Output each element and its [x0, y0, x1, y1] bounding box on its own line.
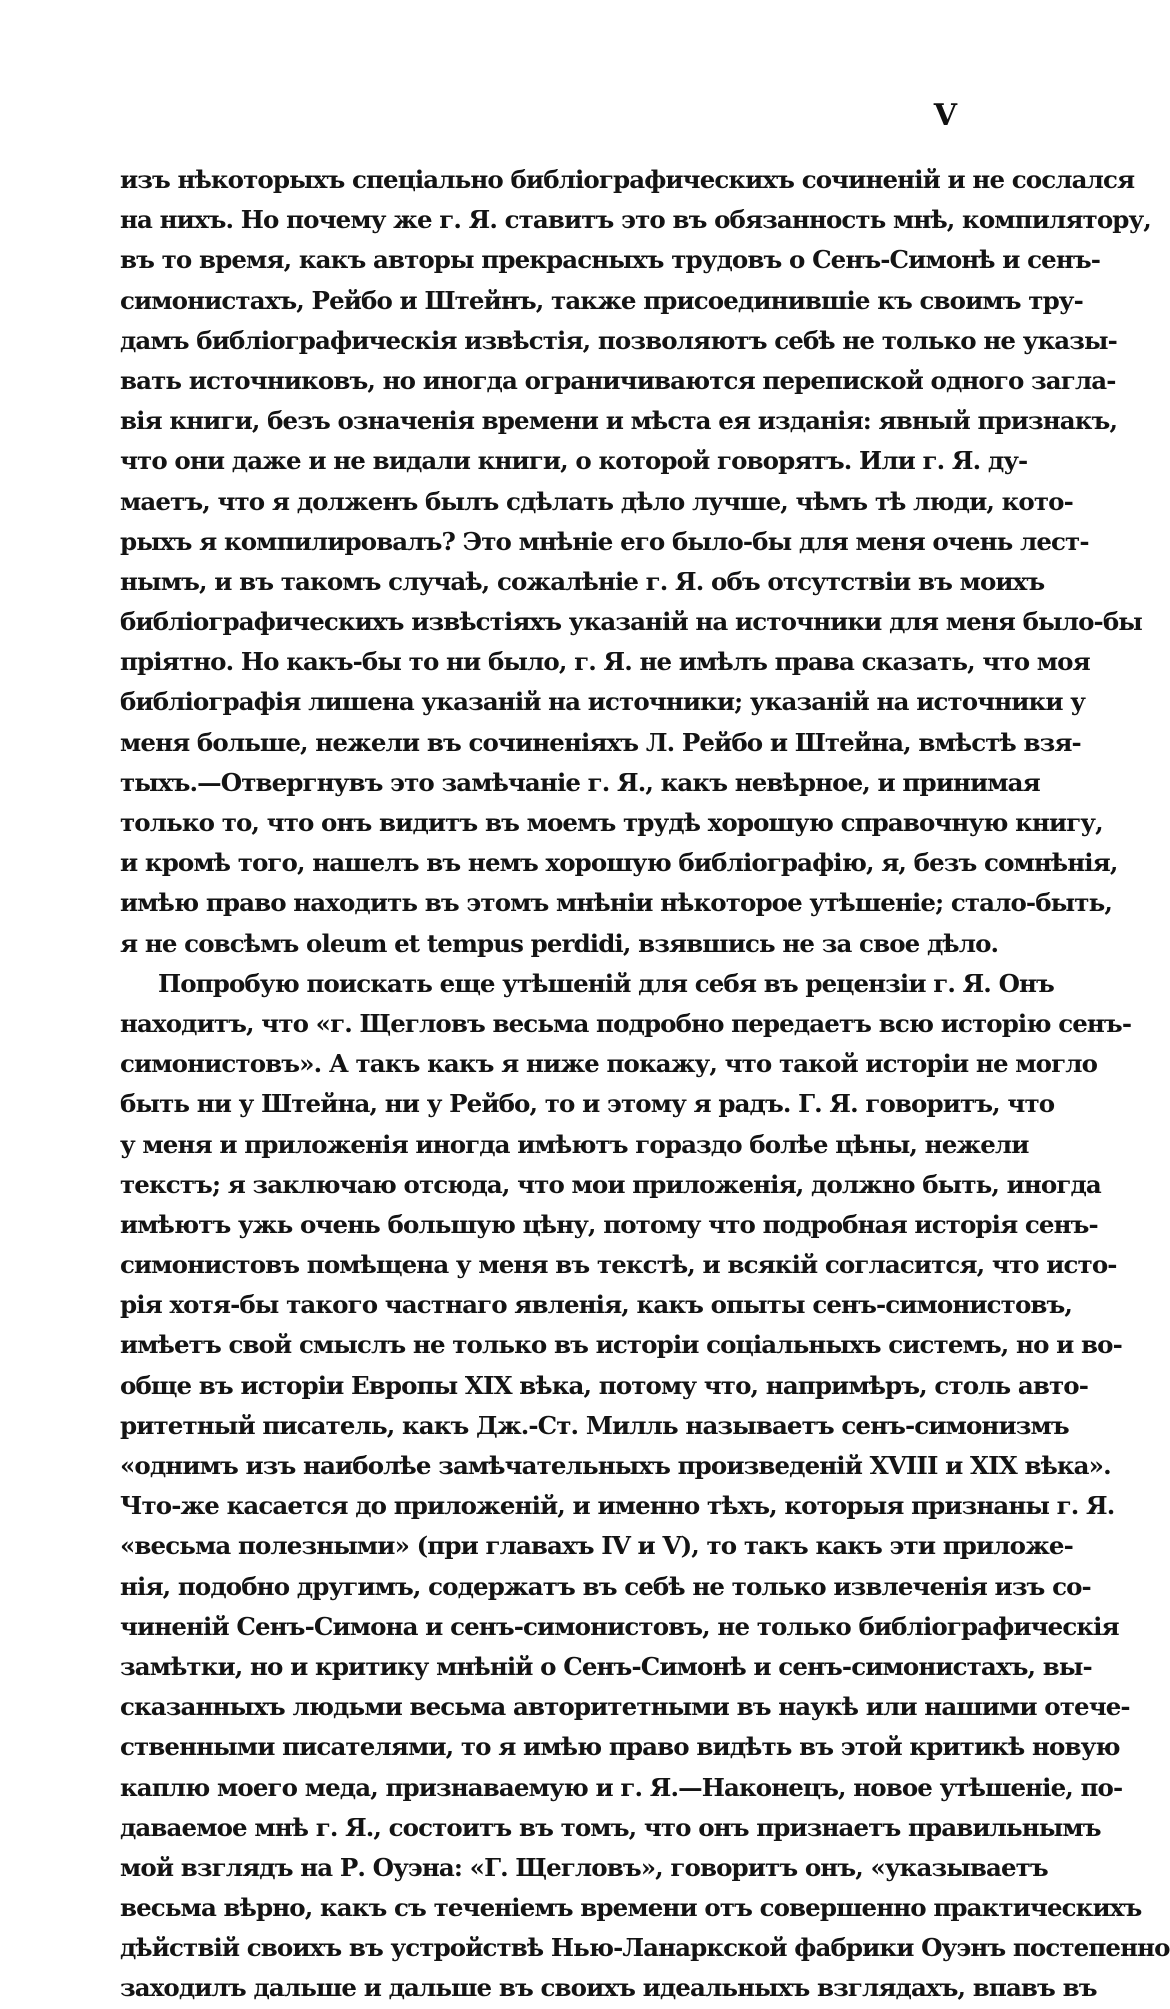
text-line: дамъ библіографическія извѣстія, позволяютъ себѣ не только не указы- [120, 325, 1117, 355]
text-line: симонистовъ». А такъ какъ я ниже покажу, что такой исторіи не могло [120, 1049, 1098, 1079]
text-line: библіографія лишена указаній на источники; указаній на источники у [120, 687, 1086, 717]
text-line: ственными писателями, то я имѣю право видѣть въ этой критикѣ новую [120, 1732, 1120, 1762]
text-line: имѣю право находить въ этомъ мнѣніи нѣкоторое утѣшеніе; стало-быть, [120, 888, 1112, 918]
text-line: весьма вѣрно, какъ съ теченіемъ времени отъ совершенно практическихъ [120, 1893, 1142, 1923]
text-line: нія, подобно другимъ, содержатъ въ себѣ не только извлеченія изъ со- [120, 1571, 1091, 1601]
text-line: и кромѣ того, нашелъ въ немъ хорошую библіографію, я, безъ сомнѣнія, [120, 848, 1118, 878]
text-line: библіографическихъ извѣстіяхъ указаній на источники для меня было-бы [120, 607, 1142, 637]
text-line: на нихъ. Но почему же г. Я. ставитъ это въ обязанность мнѣ, компилятору, [120, 205, 1151, 235]
text-line: мой взглядъ на Р. Оуэна: «Г. Щегловъ», говоритъ онъ, «указываетъ [120, 1852, 1048, 1882]
text-line: вія книги, безъ означенія времени и мѣста ея изданія: явный признакъ, [120, 406, 1118, 436]
text-line: рыхъ я компилировалъ? Это мнѣніе его было-бы для меня очень лест- [120, 526, 1089, 556]
text-line: маетъ, что я долженъ былъ сдѣлать дѣло лучше, чѣмъ тѣ люди, кото- [120, 486, 1073, 516]
text-line: меня больше, нежели въ сочиненіяхъ Л. Рейбо и Штейна, вмѣстѣ взя- [120, 727, 1081, 757]
text-line: въ то время, какъ авторы прекрасныхъ трудовъ о Сенъ-Симонѣ и сенъ- [120, 245, 1101, 275]
text-line: дѣйствій своихъ въ устройствѣ Нью-Ланаркской фабрики Оуэнъ постепенно [120, 1933, 1170, 1963]
text-line: имѣютъ ужь очень большую цѣну, потому что подробная исторія сенъ- [120, 1209, 1098, 1239]
text-line: каплю моего меда, признаваемую и г. Я.—Наконецъ, новое утѣшеніе, по- [120, 1772, 1123, 1802]
text-line: замѣтки, но и критику мнѣній о Сенъ-Симонѣ и сенъ-симонистахъ, вы- [120, 1651, 1092, 1681]
body-text [120, 160, 1170, 2009]
text-line: сказанныхъ людьми весьма авторитетными въ наукѣ или нашими отече- [120, 1692, 1130, 1722]
text-line: симонистахъ, Рейбо и Штейнъ, также присоединившіе къ своимъ тру- [120, 285, 1083, 315]
text-line: только то, что онъ видитъ въ моемъ трудѣ хорошую справочную книгу, [120, 808, 1103, 837]
text-line: обще въ исторіи Европы XIX вѣка, потому что, напримѣръ, столь авто- [120, 1370, 1088, 1400]
text-line: Что-же касается до приложеній, и именно тѣхъ, которыя признаны г. Я. [120, 1491, 1115, 1521]
text-line: чиненій Сенъ-Симона и сенъ-симонистовъ, не только библіографическія [120, 1611, 1119, 1641]
paragraph-1 [120, 160, 1151, 964]
text-line: заходилъ дальше и дальше въ своихъ идеальныхъ взглядахъ, впавъ въ [120, 1973, 1097, 2003]
text-line: ритетный писатель, какъ Дж.-Ст. Милль называетъ сенъ-симонизмъ [120, 1410, 1069, 1440]
text-line: Попробую поискать еще утѣшеній для себя въ рецензіи г. Я. Онъ [158, 968, 1054, 998]
text-line: «однимъ изъ наиболѣе замѣчательныхъ произведеній XVIII и XIX вѣка». [120, 1451, 1111, 1480]
text-line: быть ни у Штейна, ни у Рейбо, то и этому я радъ. Г. Я. говоритъ, что [120, 1089, 1055, 1119]
text-line: тыхъ.—Отвергнувъ это замѣчаніе г. Я., какъ невѣрное, и принимая [120, 767, 1040, 797]
text-line: имѣетъ свой смыслъ не только въ исторіи соціальныхъ системъ, но и во- [120, 1330, 1122, 1360]
text-line: «весьма полезными» (при главахъ IV и V), то такъ какъ эти приложе- [120, 1531, 1073, 1561]
text-line: симонистовъ помѣщена у меня въ текстѣ, и всякій согласится, что исто- [120, 1250, 1117, 1280]
text-line: нымъ, и въ такомъ случаѣ, сожалѣніе г. Я. объ отсутствіи въ моихъ [120, 566, 1045, 596]
text-line: пріятно. Но какъ-бы то ни было, г. Я. не имѣлъ права сказать, что моя [120, 647, 1090, 677]
text-line: даваемое мнѣ г. Я., состоитъ въ томъ, что онъ признаетъ правильнымъ [120, 1812, 1101, 1842]
text-line: что они даже и не видали книги, о которой говорятъ. Или г. Я. ду- [120, 446, 1028, 476]
text-line: текстъ; я заключаю отсюда, что мои приложенія, должно быть, иногда [120, 1169, 1101, 1199]
text-line: изъ нѣкоторыхъ спеціально библіографическихъ сочиненій и не сослался [120, 165, 1135, 194]
text-line: вать источниковъ, но иногда ограничиваются перепиской одного загла- [120, 365, 1116, 395]
text-line: рія хотя-бы такого частнаго явленія, какъ опыты сенъ-симонистовъ, [120, 1290, 1073, 1320]
text-line: находитъ, что «г. Щегловъ весьма подробно передаетъ всю исторію сенъ- [120, 1008, 1132, 1038]
text-line: у меня и приложенія иногда имѣютъ гораздо болѣе цѣны, нежели [120, 1129, 1029, 1159]
text-line: я не совсѣмъ oleum et tempus perdidi, взявшись не за свое дѣло. [120, 928, 999, 958]
page-number: V [933, 98, 957, 133]
paragraph-2 [120, 964, 1170, 2009]
